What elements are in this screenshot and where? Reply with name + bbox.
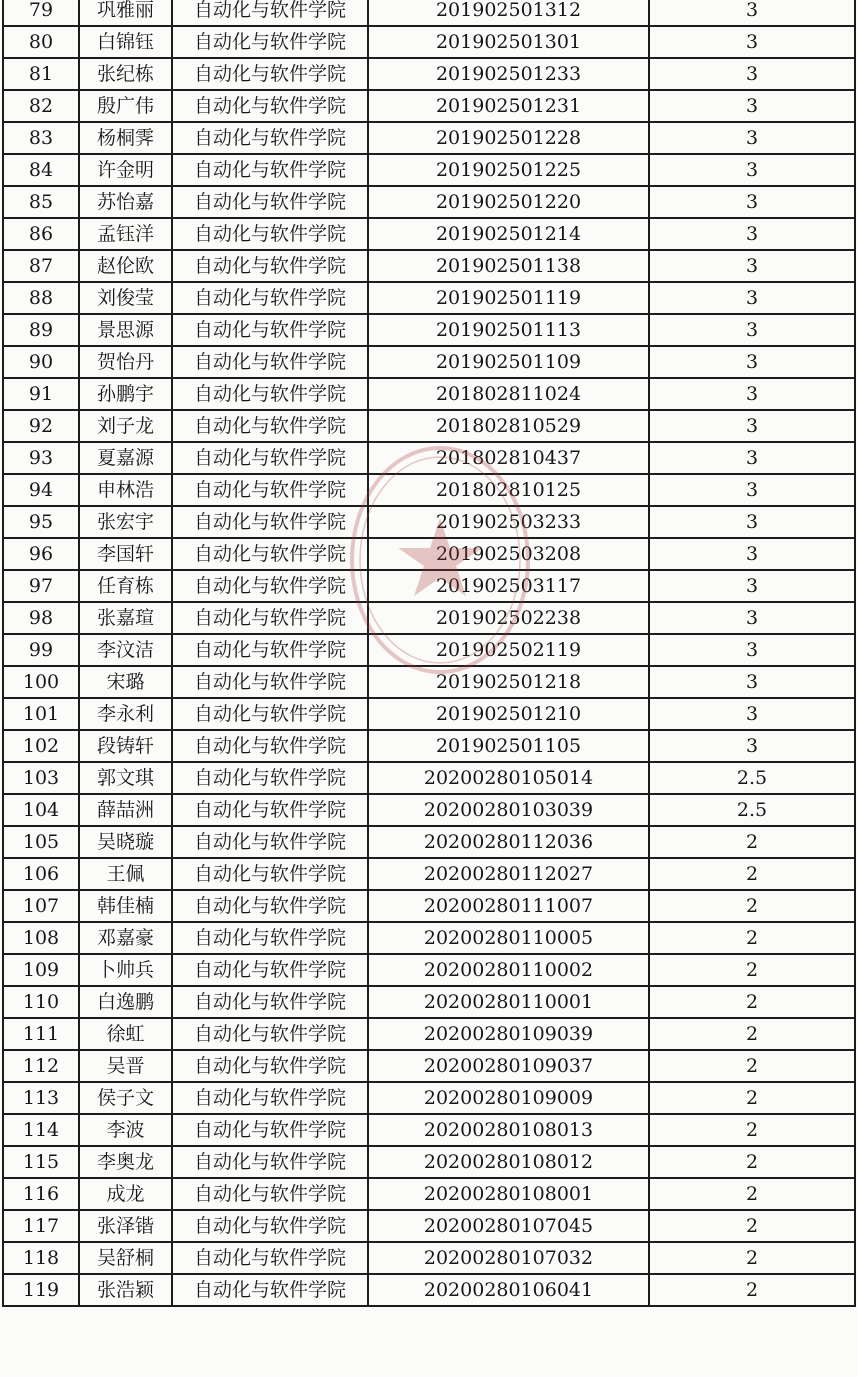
college-name-cell: 自动化与软件学院: [172, 1274, 368, 1306]
student-id-cell: 20200280110002: [368, 954, 649, 986]
college-name-cell: 自动化与软件学院: [172, 26, 368, 58]
student-name-cell: 刘子龙: [79, 410, 172, 442]
student-name-cell: 郭文琪: [79, 762, 172, 794]
row-number-cell: 110: [3, 986, 79, 1018]
table-row: [3, 954, 855, 986]
score-value-cell: 2: [649, 986, 855, 1018]
student-id-cell: 201902501105: [368, 730, 649, 762]
student-id-cell: 20200280109039: [368, 1018, 649, 1050]
table-row: [3, 410, 855, 442]
row-number-cell: 101: [3, 698, 79, 730]
score-value-cell: 3: [649, 218, 855, 250]
student-id-cell: 20200280110001: [368, 986, 649, 1018]
student-name-cell: 巩雅丽: [79, 0, 172, 26]
table-row: [3, 1178, 855, 1210]
table-row: [3, 26, 855, 58]
row-number-cell: 98: [3, 602, 79, 634]
student-name-cell: 张纪栋: [79, 58, 172, 90]
table-row: [3, 1082, 855, 1114]
table-row: [3, 666, 855, 698]
score-value-cell: 2: [649, 954, 855, 986]
student-name-cell: 李永利: [79, 698, 172, 730]
score-value-cell: 2: [649, 1274, 855, 1306]
student-id-cell: 201902501210: [368, 698, 649, 730]
student-id-cell: 20200280111007: [368, 890, 649, 922]
college-name-cell: 自动化与软件学院: [172, 90, 368, 122]
student-name-cell: 段铸轩: [79, 730, 172, 762]
student-id-cell: 201902501218: [368, 666, 649, 698]
student-name-cell: 侯子文: [79, 1082, 172, 1114]
college-name-cell: 自动化与软件学院: [172, 506, 368, 538]
student-name-cell: 夏嘉源: [79, 442, 172, 474]
row-number-cell: 91: [3, 378, 79, 410]
score-value-cell: 2: [649, 1146, 855, 1178]
table-row: [3, 826, 855, 858]
row-number-cell: 117: [3, 1210, 79, 1242]
score-value-cell: 2: [649, 1210, 855, 1242]
score-value-cell: 2: [649, 826, 855, 858]
row-number-cell: 112: [3, 1050, 79, 1082]
score-value-cell: 3: [649, 58, 855, 90]
student-name-cell: 白逸鹏: [79, 986, 172, 1018]
row-number-cell: 111: [3, 1018, 79, 1050]
college-name-cell: 自动化与软件学院: [172, 666, 368, 698]
student-name-cell: 许金明: [79, 154, 172, 186]
student-name-cell: 薛喆洲: [79, 794, 172, 826]
row-number-cell: 109: [3, 954, 79, 986]
college-name-cell: 自动化与软件学院: [172, 378, 368, 410]
table-row: [3, 1274, 855, 1306]
student-id-cell: 201902502238: [368, 602, 649, 634]
row-number-cell: 119: [3, 1274, 79, 1306]
student-name-cell: 李波: [79, 1114, 172, 1146]
table-row: [3, 250, 855, 282]
row-number-cell: 114: [3, 1114, 79, 1146]
student-name-cell: 吴晓璇: [79, 826, 172, 858]
score-value-cell: 3: [649, 602, 855, 634]
student-name-cell: 李汶洁: [79, 634, 172, 666]
table-row: [3, 282, 855, 314]
college-name-cell: 自动化与软件学院: [172, 442, 368, 474]
college-name-cell: 自动化与软件学院: [172, 410, 368, 442]
table-row: [3, 602, 855, 634]
student-name-cell: 任育栋: [79, 570, 172, 602]
college-name-cell: 自动化与软件学院: [172, 538, 368, 570]
student-id-cell: 201802810437: [368, 442, 649, 474]
student-id-cell: 201902501225: [368, 154, 649, 186]
student-name-cell: 韩佳楠: [79, 890, 172, 922]
row-number-cell: 100: [3, 666, 79, 698]
row-number-cell: 97: [3, 570, 79, 602]
table-row: [3, 506, 855, 538]
student-id-cell: 20200280110005: [368, 922, 649, 954]
row-number-cell: 88: [3, 282, 79, 314]
table-row: [3, 378, 855, 410]
college-name-cell: 自动化与软件学院: [172, 954, 368, 986]
college-name-cell: 自动化与软件学院: [172, 1018, 368, 1050]
college-name-cell: 自动化与软件学院: [172, 922, 368, 954]
score-value-cell: 3: [649, 122, 855, 154]
college-name-cell: 自动化与软件学院: [172, 186, 368, 218]
score-value-cell: 2: [649, 1082, 855, 1114]
student-id-cell: 20200280103039: [368, 794, 649, 826]
college-name-cell: 自动化与软件学院: [172, 0, 368, 26]
score-value-cell: 2: [649, 890, 855, 922]
student-id-cell: 20200280107045: [368, 1210, 649, 1242]
college-name-cell: 自动化与软件学院: [172, 314, 368, 346]
student-id-cell: 20200280108012: [368, 1146, 649, 1178]
score-value-cell: 3: [649, 730, 855, 762]
student-id-cell: 201802811024: [368, 378, 649, 410]
row-number-cell: 87: [3, 250, 79, 282]
row-number-cell: 85: [3, 186, 79, 218]
college-name-cell: 自动化与软件学院: [172, 122, 368, 154]
row-number-cell: 106: [3, 858, 79, 890]
student-name-cell: 殷广伟: [79, 90, 172, 122]
student-id-cell: 20200280105014: [368, 762, 649, 794]
score-value-cell: 2.5: [649, 794, 855, 826]
student-id-cell: 201902501109: [368, 346, 649, 378]
table-row: [3, 314, 855, 346]
student-name-cell: 苏怡嘉: [79, 186, 172, 218]
score-value-cell: 2: [649, 922, 855, 954]
score-value-cell: 2: [649, 1242, 855, 1274]
row-number-cell: 89: [3, 314, 79, 346]
table-row: [3, 570, 855, 602]
row-number-cell: 86: [3, 218, 79, 250]
table-row: [3, 762, 855, 794]
table-row: [3, 442, 855, 474]
row-number-cell: 104: [3, 794, 79, 826]
student-name-cell: 王佩: [79, 858, 172, 890]
college-name-cell: 自动化与软件学院: [172, 474, 368, 506]
row-number-cell: 83: [3, 122, 79, 154]
table-row: [3, 890, 855, 922]
row-number-cell: 95: [3, 506, 79, 538]
college-name-cell: 自动化与软件学院: [172, 794, 368, 826]
college-name-cell: 自动化与软件学院: [172, 154, 368, 186]
row-number-cell: 105: [3, 826, 79, 858]
table-row: [3, 730, 855, 762]
college-name-cell: 自动化与软件学院: [172, 58, 368, 90]
student-name-cell: 宋璐: [79, 666, 172, 698]
college-name-cell: 自动化与软件学院: [172, 1146, 368, 1178]
row-number-cell: 94: [3, 474, 79, 506]
college-name-cell: 自动化与软件学院: [172, 698, 368, 730]
college-name-cell: 自动化与软件学院: [172, 1082, 368, 1114]
college-name-cell: 自动化与软件学院: [172, 826, 368, 858]
student-id-cell: 20200280109009: [368, 1082, 649, 1114]
student-name-cell: 景思源: [79, 314, 172, 346]
student-name-cell: 张泽锴: [79, 1210, 172, 1242]
score-value-cell: 3: [649, 442, 855, 474]
row-number-cell: 90: [3, 346, 79, 378]
score-value-cell: 3: [649, 666, 855, 698]
score-value-cell: 3: [649, 346, 855, 378]
table-row: [3, 58, 855, 90]
student-id-cell: 201802810529: [368, 410, 649, 442]
college-name-cell: 自动化与软件学院: [172, 762, 368, 794]
score-value-cell: 3: [649, 26, 855, 58]
row-number-cell: 92: [3, 410, 79, 442]
score-value-cell: 3: [649, 282, 855, 314]
student-id-cell: 201902501138: [368, 250, 649, 282]
table-row: [3, 986, 855, 1018]
row-number-cell: 113: [3, 1082, 79, 1114]
score-value-cell: 2.5: [649, 762, 855, 794]
student-name-cell: 申林浩: [79, 474, 172, 506]
student-name-cell: 张宏宇: [79, 506, 172, 538]
college-name-cell: 自动化与软件学院: [172, 570, 368, 602]
student-id-cell: 20200280112027: [368, 858, 649, 890]
student-id-cell: 201902501113: [368, 314, 649, 346]
score-value-cell: 2: [649, 1050, 855, 1082]
student-id-cell: 20200280106041: [368, 1274, 649, 1306]
table-row: [3, 698, 855, 730]
student-name-cell: 杨桐霁: [79, 122, 172, 154]
student-id-cell: 201902501228: [368, 122, 649, 154]
student-id-cell: 20200280112036: [368, 826, 649, 858]
table-row: [3, 186, 855, 218]
student-id-cell: 201902503117: [368, 570, 649, 602]
student-name-cell: 张嘉瑄: [79, 602, 172, 634]
student-name-cell: 张浩颖: [79, 1274, 172, 1306]
table-row: [3, 1018, 855, 1050]
student-id-cell: 201902502119: [368, 634, 649, 666]
student-name-cell: 孙鹏宇: [79, 378, 172, 410]
row-number-cell: 81: [3, 58, 79, 90]
student-name-cell: 李奥龙: [79, 1146, 172, 1178]
student-id-cell: 201902501214: [368, 218, 649, 250]
college-name-cell: 自动化与软件学院: [172, 1242, 368, 1274]
row-number-cell: 96: [3, 538, 79, 570]
student-name-cell: 成龙: [79, 1178, 172, 1210]
student-id-cell: 201902501301: [368, 26, 649, 58]
score-value-cell: 3: [649, 538, 855, 570]
row-number-cell: 99: [3, 634, 79, 666]
college-name-cell: 自动化与软件学院: [172, 218, 368, 250]
table-row: [3, 1050, 855, 1082]
row-number-cell: 102: [3, 730, 79, 762]
score-value-cell: 3: [649, 314, 855, 346]
row-number-cell: 116: [3, 1178, 79, 1210]
row-number-cell: 118: [3, 1242, 79, 1274]
table-row: [3, 1146, 855, 1178]
table-row: [3, 474, 855, 506]
row-number-cell: 80: [3, 26, 79, 58]
score-value-cell: 2: [649, 1018, 855, 1050]
table-row: [3, 122, 855, 154]
student-name-cell: 李国轩: [79, 538, 172, 570]
college-name-cell: 自动化与软件学院: [172, 1178, 368, 1210]
roster-table: [2, 0, 856, 1307]
row-number-cell: 115: [3, 1146, 79, 1178]
score-value-cell: 3: [649, 698, 855, 730]
student-id-cell: 201902503208: [368, 538, 649, 570]
table-row: [3, 1210, 855, 1242]
table-row: [3, 1242, 855, 1274]
student-name-cell: 卜帅兵: [79, 954, 172, 986]
student-id-cell: 201902501220: [368, 186, 649, 218]
student-id-cell: 201902501231: [368, 90, 649, 122]
score-value-cell: 3: [649, 186, 855, 218]
row-number-cell: 84: [3, 154, 79, 186]
table-row: [3, 538, 855, 570]
row-number-cell: 93: [3, 442, 79, 474]
student-name-cell: 孟钰洋: [79, 218, 172, 250]
student-name-cell: 刘俊莹: [79, 282, 172, 314]
student-name-cell: 徐虹: [79, 1018, 172, 1050]
student-name-cell: 赵伦欧: [79, 250, 172, 282]
student-name-cell: 贺怡丹: [79, 346, 172, 378]
table-row: [3, 218, 855, 250]
college-name-cell: 自动化与软件学院: [172, 634, 368, 666]
student-id-cell: 201902501119: [368, 282, 649, 314]
score-value-cell: 3: [649, 0, 855, 26]
college-name-cell: 自动化与软件学院: [172, 890, 368, 922]
row-number-cell: 108: [3, 922, 79, 954]
table-row: [3, 922, 855, 954]
table-row: [3, 794, 855, 826]
table-row: [3, 154, 855, 186]
row-number-cell: 103: [3, 762, 79, 794]
student-id-cell: 201902501312: [368, 0, 649, 26]
college-name-cell: 自动化与软件学院: [172, 986, 368, 1018]
row-number-cell: 107: [3, 890, 79, 922]
score-value-cell: 2: [649, 858, 855, 890]
student-name-cell: 白锦钰: [79, 26, 172, 58]
college-name-cell: 自动化与软件学院: [172, 250, 368, 282]
student-id-cell: 201902501233: [368, 58, 649, 90]
college-name-cell: 自动化与软件学院: [172, 858, 368, 890]
student-name-cell: 邓嘉豪: [79, 922, 172, 954]
score-value-cell: 2: [649, 1178, 855, 1210]
score-value-cell: 3: [649, 410, 855, 442]
college-name-cell: 自动化与软件学院: [172, 346, 368, 378]
college-name-cell: 自动化与软件学院: [172, 730, 368, 762]
score-value-cell: 3: [649, 570, 855, 602]
student-name-cell: 吴舒桐: [79, 1242, 172, 1274]
student-id-cell: 201902503233: [368, 506, 649, 538]
college-name-cell: 自动化与软件学院: [172, 282, 368, 314]
college-name-cell: 自动化与软件学院: [172, 602, 368, 634]
score-value-cell: 3: [649, 154, 855, 186]
score-value-cell: 3: [649, 634, 855, 666]
score-value-cell: 3: [649, 90, 855, 122]
row-number-cell: 79: [3, 0, 79, 26]
score-value-cell: 3: [649, 250, 855, 282]
student-id-cell: 20200280108001: [368, 1178, 649, 1210]
college-name-cell: 自动化与软件学院: [172, 1050, 368, 1082]
student-id-cell: 20200280107032: [368, 1242, 649, 1274]
table-row: [3, 858, 855, 890]
score-value-cell: 3: [649, 506, 855, 538]
table-row: [3, 1114, 855, 1146]
row-number-cell: 82: [3, 90, 79, 122]
table-row: [3, 0, 855, 26]
score-value-cell: 3: [649, 474, 855, 506]
student-id-cell: 20200280109037: [368, 1050, 649, 1082]
student-id-cell: 20200280108013: [368, 1114, 649, 1146]
roster-body: [3, 0, 855, 1306]
student-name-cell: 吴晋: [79, 1050, 172, 1082]
college-name-cell: 自动化与软件学院: [172, 1210, 368, 1242]
table-row: [3, 346, 855, 378]
student-id-cell: 201802810125: [368, 474, 649, 506]
college-name-cell: 自动化与软件学院: [172, 1114, 368, 1146]
table-row: [3, 90, 855, 122]
score-value-cell: 3: [649, 378, 855, 410]
table-row: [3, 634, 855, 666]
score-value-cell: 2: [649, 1114, 855, 1146]
